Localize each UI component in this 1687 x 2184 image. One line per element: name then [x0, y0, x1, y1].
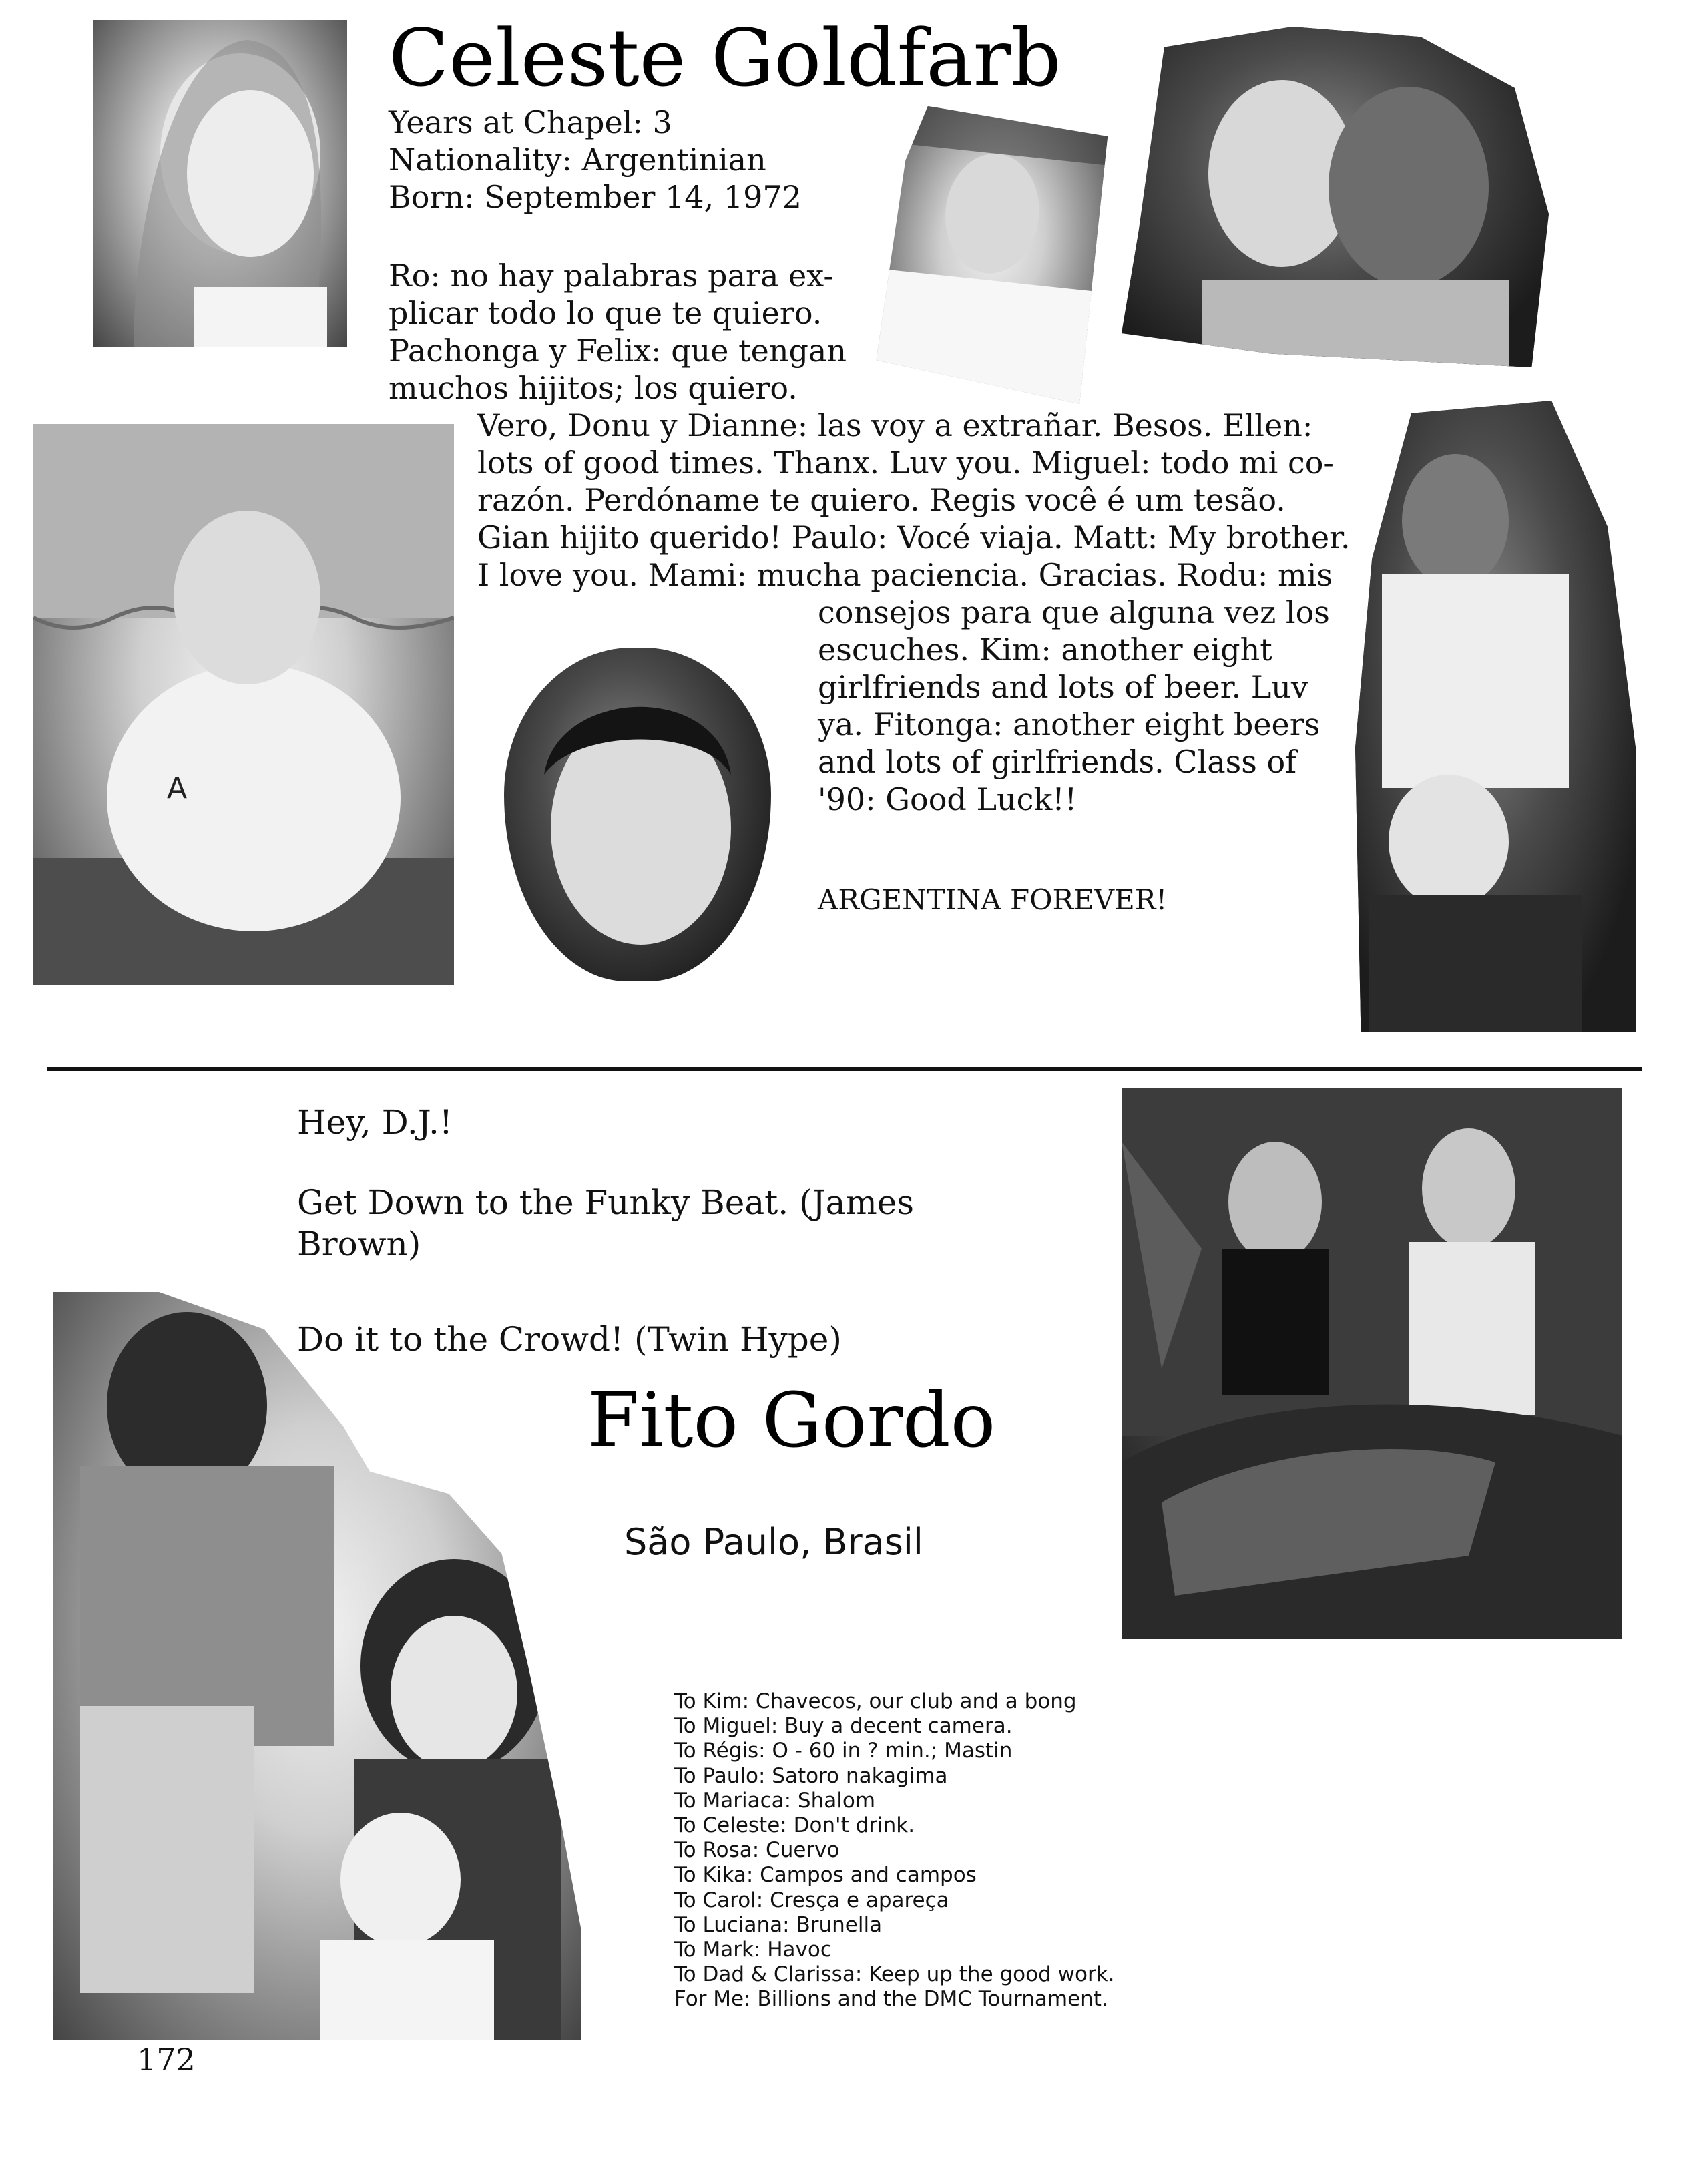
message-line: razón. Perdóname te quiero. Regis você é um tesão. [477, 482, 1286, 518]
svg-text:A: A [167, 771, 188, 805]
hey-dj: Hey, D.J.! [297, 1103, 453, 1142]
celeste-smiling-photo [874, 103, 1109, 404]
argentina-forever: ARGENTINA FOREVER! [818, 883, 1168, 916]
quote-line: Brown) [297, 1225, 421, 1263]
dedication-item: To Luciana: Brunella [674, 1912, 883, 1937]
message-line: I love you. Mami: mucha paciencia. Gracias. Rodu: mis [477, 557, 1333, 593]
message-line: '90: Good Luck!! [818, 781, 1077, 817]
birth-date: Born: September 14, 1972 [389, 179, 802, 215]
dedication-item: For Me: Billions and the DMC Tournament. [674, 1987, 1108, 2012]
fito-family-photo [53, 1292, 581, 2040]
dedication-item: To Mark: Havoc [674, 1938, 832, 1962]
message-line: escuches. Kim: another eight [818, 632, 1272, 668]
dedication-item: To Kim: Chavecos, our club and a bong [674, 1689, 1077, 1713]
dedication-item: To Celeste: Don't drink. [674, 1813, 915, 1838]
celeste-portrait-photo [93, 20, 347, 347]
dedication-item: To Mariaca: Shalom [674, 1788, 876, 1813]
two-friends-photo [1355, 401, 1636, 1032]
message-line: Pachonga y Felix: que tengan [389, 333, 847, 369]
dedication-item: To Dad & Clarissa: Keep up the good work. [674, 1962, 1115, 1987]
message-line: ya. Fitonga: another eight beers [818, 706, 1320, 742]
dedication-item: To Rosa: Cuervo [674, 1838, 840, 1863]
quote-james-brown [297, 1182, 914, 1265]
quote-twin-hype: Do it to the Crowd! (Twin Hype) [297, 1320, 842, 1359]
message-line: Vero, Donu y Dianne: las voy a extrañar. Besos. Ellen: [477, 407, 1313, 443]
celeste-message-middle [477, 407, 1351, 594]
fito-name-title: Fito Gordo [587, 1377, 996, 1464]
message-line: Gian hijito querido! Paulo: Vocé viaja. Matt: My brother. [477, 519, 1351, 556]
message-line: and lots of girlfriends. Class of [818, 744, 1297, 780]
celeste-message [389, 257, 856, 407]
message-line: muchos hijitos; los quiero. [389, 370, 798, 406]
message-line: consejos para que alguna vez los [818, 594, 1330, 630]
celeste-message-lower [818, 594, 1330, 818]
dedication-item: To Carol: Cresça e apareça [674, 1888, 949, 1912]
celeste-windblown-photo [33, 424, 454, 985]
message-line: Ro: no hay palabras para ex- [389, 258, 834, 294]
dedication-item: To Miguel: Buy a decent camera. [674, 1714, 1013, 1739]
dedication-item: To Paulo: Satoro nakagima [674, 1763, 948, 1788]
section-divider [47, 1067, 1642, 1071]
dedication-item: To Régis: O - 60 in ? min.; Mastin [674, 1739, 1013, 1763]
page-number: 172 [137, 2042, 196, 2078]
celeste-name-title: Celeste Goldfarb [389, 12, 1061, 104]
hometown: São Paulo, Brasil [624, 1521, 923, 1563]
quote-line: Get Down to the Funky Beat. (James [297, 1183, 915, 1222]
dedications-list [674, 1689, 1115, 2012]
nationality: Nationality: Argentinian [389, 142, 766, 178]
message-line: lots of good times. Thanx. Luv you. Miguel: todo mi co- [477, 445, 1334, 481]
years-at-chapel: Years at Chapel: 3 [389, 104, 672, 140]
message-line: girlfriends and lots of beer. Luv [818, 669, 1308, 705]
couple-photo [1122, 27, 1549, 367]
message-line: plicar todo lo que te quiero. [389, 295, 822, 331]
oval-boy-portrait [504, 648, 771, 981]
car-friends-photo [1122, 1088, 1622, 1639]
dedication-item: To Kika: Campos and campos [674, 1863, 977, 1888]
celeste-info [389, 103, 802, 216]
